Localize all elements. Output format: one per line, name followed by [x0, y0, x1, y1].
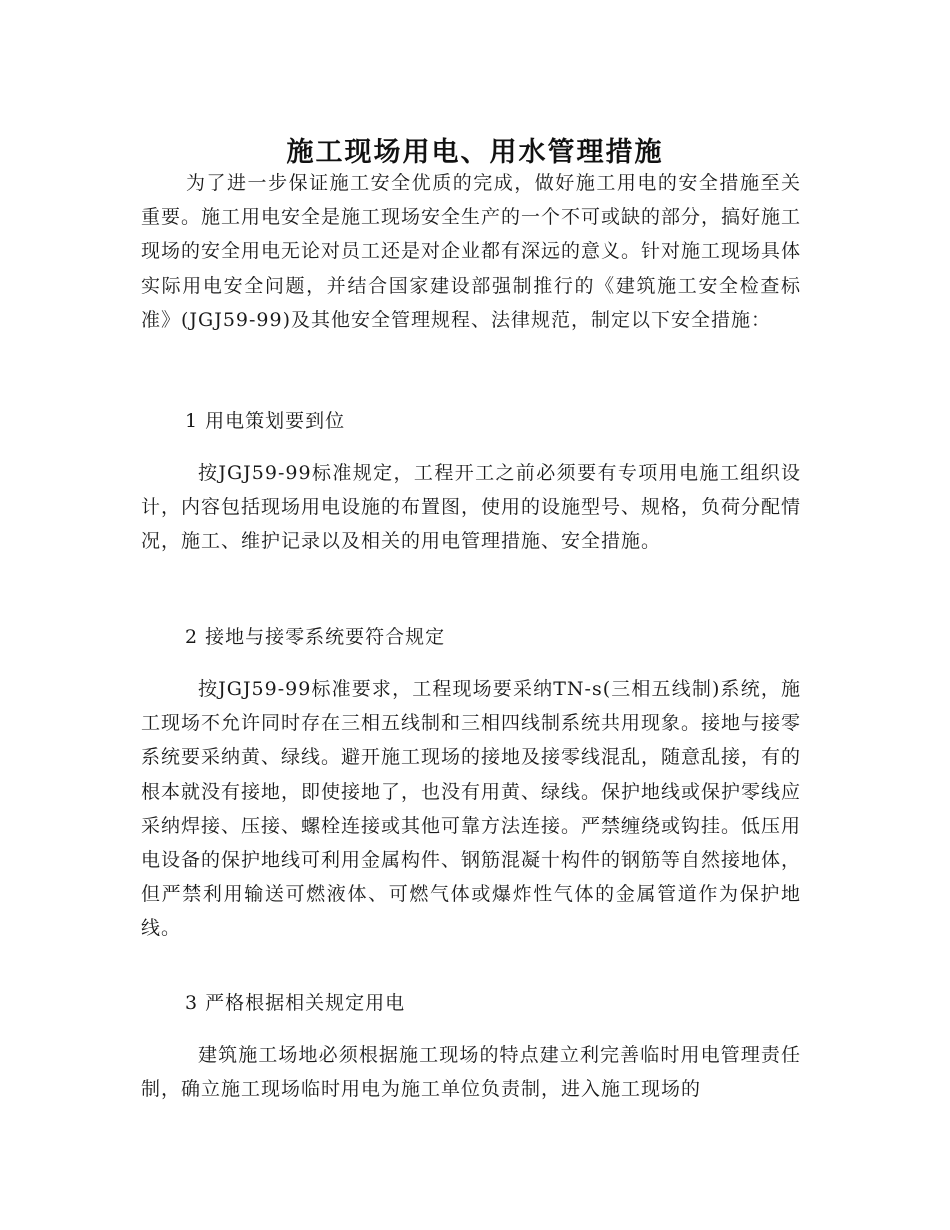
section-1-body: 按JGJ59-99标准规定，工程开工之前必须要有专项用电施工组织设计，内容包括现场用电设施的布置图，使用的设施型号、规格，负荷分配情况，施工、维护记录以及相关的用电管理措施、安全措施。: [141, 462, 802, 553]
intro-paragraph: 为了进一步保证施工安全优质的完成，做好施工用电的安全措施至关重要。施工用电安全是施工现场安全生产的一个不可或缺的部分，搞好施工现场的安全用电无论对员工还是对企业都有深远的意义。针对施工现场具体实际用电安全问题，并结合国家建设部强制推行的《建筑施工安全检查标准》(JGJ59-99)及其他安全管理规程、法律规范，制定以下安全措施：: [141, 172, 802, 331]
document-title: 施工现场用电、用水管理措施: [286, 137, 664, 169]
section-2-heading: 2 接地与接零系统要符合规定: [185, 626, 446, 648]
section-1-heading: 1 用电策划要到位: [185, 410, 346, 432]
section-3-body: 建筑施工场地必须根据施工现场的特点建立利完善临时用电管理责任制，确立施工现场临时用电为施工单位负责制，进入施工现场的: [141, 1044, 801, 1101]
section-2-body: 按JGJ59-99标准要求，工程现场要采纳TN-s(三相五线制)系统，施工现场不允许同时存在三相五线制和三相四线制系统共用现象。接地与接零系统要采纳黄、绿线。避开施工现场的接地及接零线混乱，随意乱接，有的根本就没有接地，即使接地了，也没有用黄、绿线。保护地线或保护零线应采纳焊接、压接、螺栓连接或其他可靠方法连接。严禁缠绕或钩挂。低压用电设备的保护地线可利用金属构件、钢筋混凝十构件的钢筋等自然接地体，但严禁利用输送可燃液体、可燃气体或爆炸性气体的金属管道作为保护地线。: [141, 678, 802, 940]
section-3-heading: 3 严格根据相关规定用电: [185, 992, 406, 1014]
